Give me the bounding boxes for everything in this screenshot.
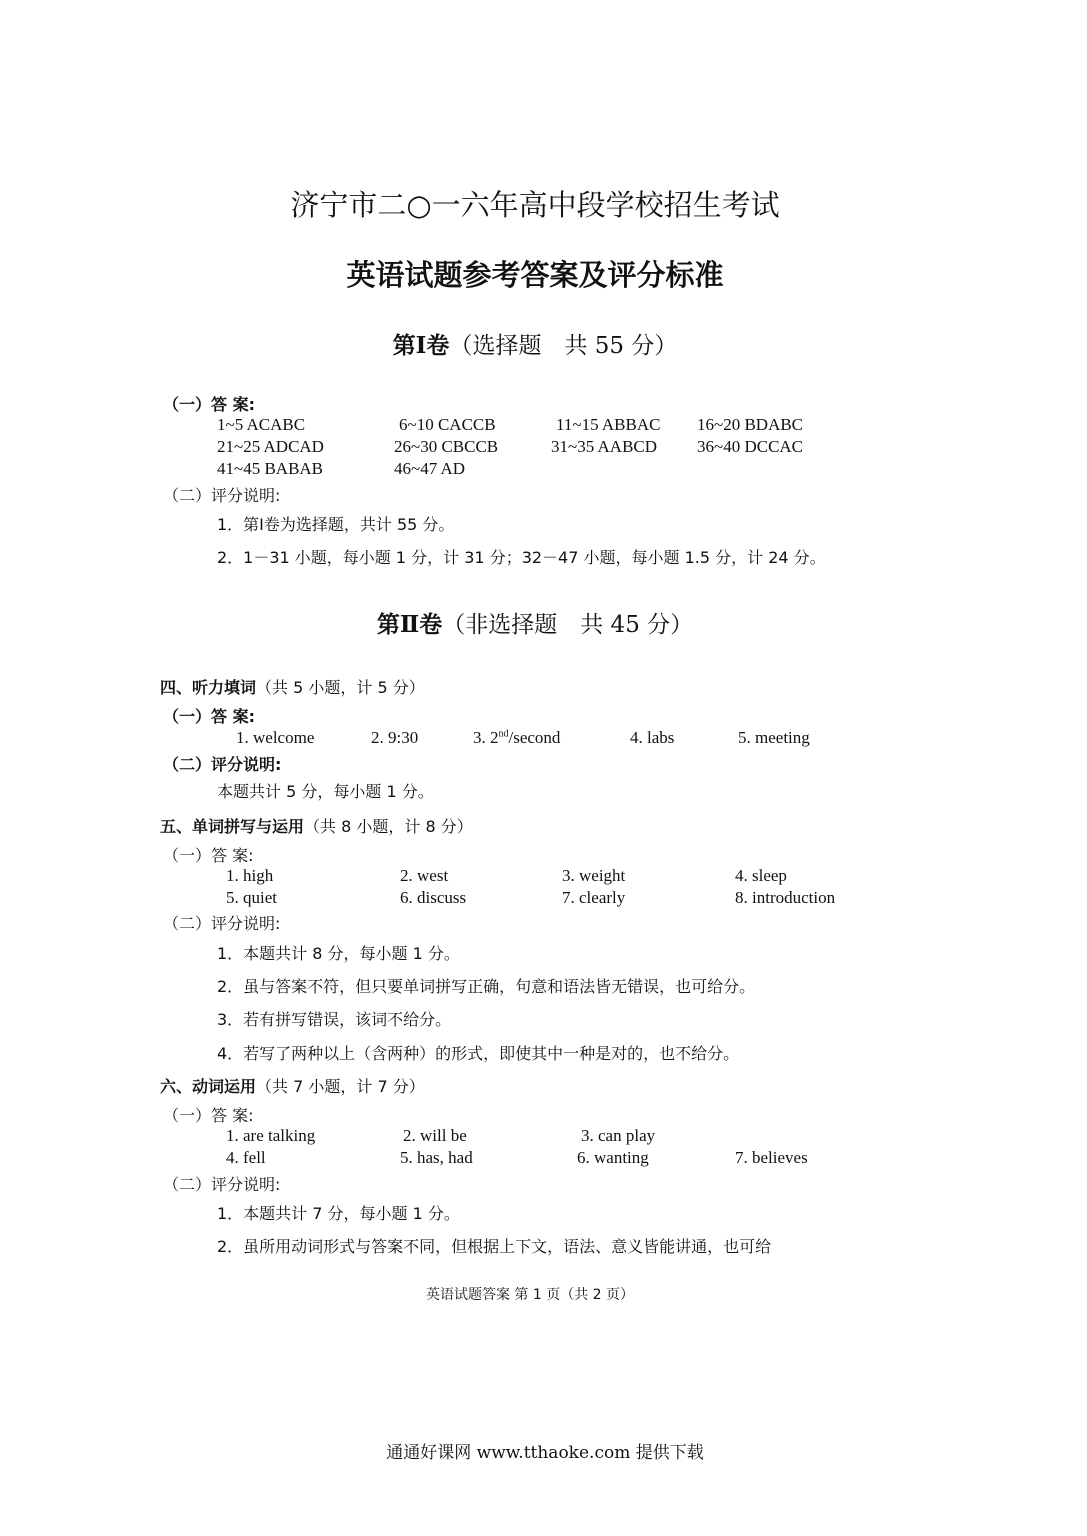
- section6-title: 六、动词运用（共 7 小题，计 7 分）: [160, 1077, 425, 1096]
- answer-cell: 8. introduction: [735, 888, 836, 907]
- section4-notes-label: （二）评分说明:: [163, 755, 282, 774]
- note-line: 2．虽所用动词形式与答案不同，但根据上下文，语法、意义皆能讲通，也可给: [217, 1237, 772, 1256]
- answer-cell: 6~10 CACCB: [399, 415, 496, 434]
- section5-notes-label: （二）评分说明:: [163, 914, 281, 933]
- document-subtitle: 英语试题参考答案及评分标准: [346, 258, 724, 292]
- note-line: 3．若有拼写错误，该词不给分。: [217, 1010, 452, 1029]
- answer-cell: 4. labs: [630, 728, 675, 747]
- document-title: 济宁市二○一六年高中段学校招生考试: [290, 188, 780, 222]
- answer-cell: 1. are talking: [226, 1126, 316, 1145]
- note-line: 2．1－31 小题，每小题 1 分，计 31 分；32－47 小题，每小题 1.5 分，计 24 分。: [217, 548, 826, 567]
- part2-heading-bold: 第Ⅱ卷: [376, 611, 443, 638]
- part1-answers-label: （一）答 案:: [163, 395, 255, 414]
- answer-cell: 46~47 AD: [394, 459, 466, 478]
- section4-title: 四、听力填词（共 5 小题，计 5 分）: [160, 678, 425, 697]
- answer-cell: 16~20 BDABC: [697, 415, 804, 434]
- answer-cell: 2. will be: [403, 1126, 467, 1145]
- answer-cell: 26~30 CBCCB: [394, 437, 499, 456]
- part1-heading: [0, 327, 1070, 360]
- answer-cell: 4. fell: [226, 1148, 266, 1167]
- section6-answers-label: （一）答 案:: [163, 1106, 254, 1125]
- answer-cell: 3. weight: [562, 866, 626, 885]
- page-footer: 英语试题答案 第 1 页（共 2 页）: [425, 1287, 635, 1303]
- note-line: 1．本题共计 7 分，每小题 1 分。: [217, 1204, 460, 1223]
- answer-cell: 6. wanting: [577, 1148, 649, 1167]
- answer-cell: 2. 9:30: [371, 728, 419, 747]
- answer-cell: 31~35 AABCD: [551, 437, 658, 456]
- section5-title: 五、单词拼写与运用（共 8 小题，计 8 分）: [160, 817, 473, 836]
- answer-cell: 5. quiet: [226, 888, 277, 907]
- answer-cell: 2. west: [400, 866, 449, 885]
- answer-cell: 1~5 ACABC: [217, 415, 306, 434]
- answer-cell: 4. sleep: [735, 866, 787, 885]
- section5-answers-label: （一）答 案:: [163, 846, 254, 865]
- answer-cell: 41~45 BABAB: [217, 459, 324, 478]
- download-banner: 通通好课网 www.tthaoke.com 提供下载: [386, 1443, 704, 1463]
- answer-cell: 36~40 DCCAC: [697, 437, 804, 456]
- section4-answers-label: （一）答 案:: [163, 707, 255, 726]
- section6-notes-label: （二）评分说明:: [163, 1175, 281, 1194]
- note-line: 4．若写了两种以上（含两种）的形式，即使其中一种是对的，也不给分。: [217, 1044, 740, 1063]
- part1-heading-rest: （选择题 共 55 分）: [449, 333, 678, 359]
- note-line: 1．第Ⅰ卷为选择题，共计 55 分。: [217, 515, 455, 534]
- note-line: 1．本题共计 8 分，每小题 1 分。: [217, 944, 460, 963]
- answer-cell: 5. meeting: [738, 728, 810, 747]
- answer-cell: 3. can play: [581, 1126, 656, 1145]
- part2-heading: [0, 606, 1070, 639]
- answer-cell: 21~25 ADCAD: [217, 437, 324, 456]
- part2-heading-rest: （非选择题 共 45 分）: [442, 612, 694, 638]
- answer-cell: 7. believes: [735, 1148, 808, 1167]
- note-line: 2．虽与答案不符，但只要单词拼写正确，句意和语法皆无错误，也可给分。: [217, 977, 756, 996]
- answer-cell: 6. discuss: [400, 888, 467, 907]
- answer-cell: 1. high: [226, 866, 274, 885]
- answer-cell: 3. 2nd/second: [473, 728, 561, 747]
- answer-cell: 11~15 ABBAC: [556, 415, 661, 434]
- answer-cell: 1. welcome: [236, 728, 315, 747]
- answer-cell: 7. clearly: [562, 888, 626, 907]
- note-line: 本题共计 5 分，每小题 1 分。: [217, 782, 434, 801]
- part1-notes-label: （二）评分说明:: [163, 486, 281, 505]
- part1-heading-bold: 第Ⅰ卷: [392, 332, 450, 359]
- answer-cell: 5. has, had: [400, 1148, 473, 1167]
